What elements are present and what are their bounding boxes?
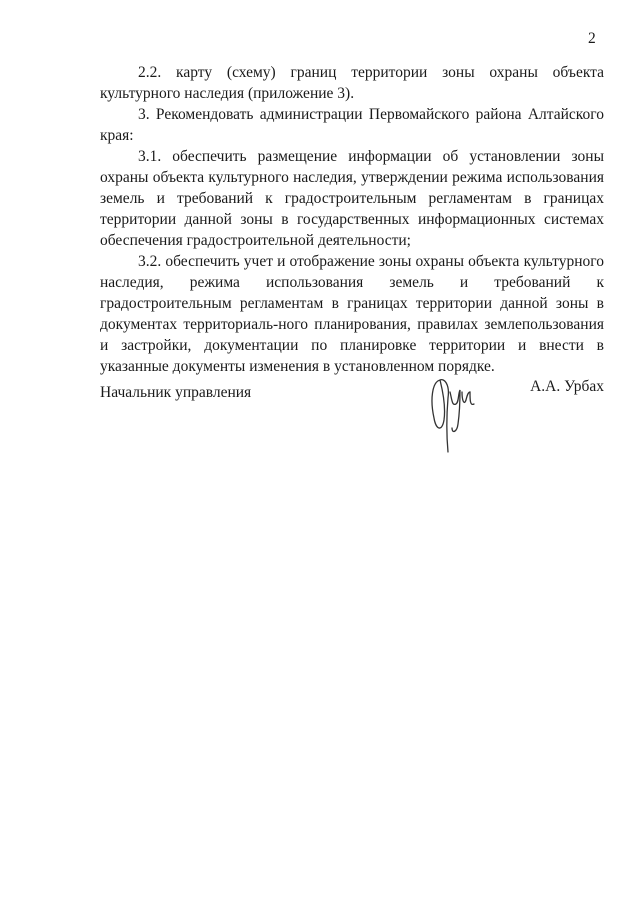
paragraph-2-2: 2.2. карту (схему) границ территории зоны охраны объекта культурного наследия (приложение 3). xyxy=(100,64,604,102)
paragraph-3: 3. Рекомендовать администрации Первомайского района Алтайского края: xyxy=(100,106,604,144)
document-body xyxy=(100,62,604,377)
paragraph-3-1: 3.1. обеспечить размещение информации об установлении зоны охраны объекта культурного наследия, утверждении режима использования земель и требований к градостроительным регламентам в границах территории данной зоны в государственных информационных системах обеспечения градостроительной деятельности; xyxy=(100,148,604,249)
signer-title: Начальник управления xyxy=(100,384,252,401)
paragraph-3-2: 3.2. обеспечить учет и отображение зоны охраны объекта культурного наследия, режима использования земель и требований к градостроительным регламентам в границах территории данной зоны в документах территориаль-ного планирования, правилах землепользования и застройки, документации по планировке территории и внести в указанные документы изменения в установленном порядке. xyxy=(100,253,604,375)
signer-name: А.А. Урбах xyxy=(530,378,604,395)
signature-block xyxy=(100,378,604,468)
handwritten-signature xyxy=(422,370,482,460)
page-number: 2 xyxy=(588,30,596,47)
